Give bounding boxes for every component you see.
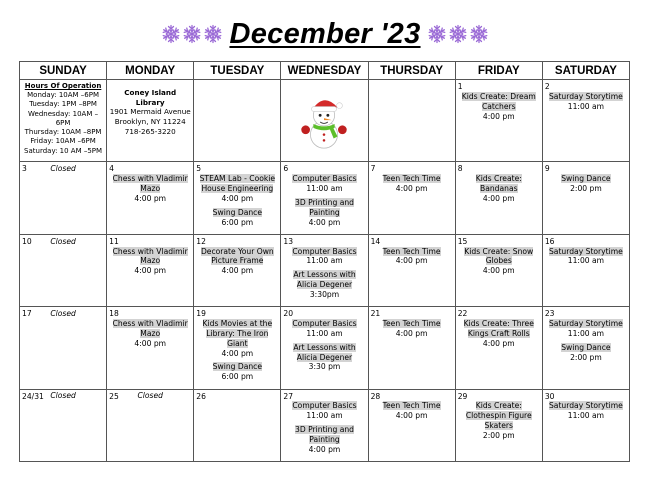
week-row (20, 80, 630, 162)
calendar-header (0, 10, 650, 58)
event-time: 2:00 pm (482, 430, 515, 440)
calendar-grid (19, 61, 630, 462)
day-cell (542, 234, 629, 306)
event-time: 11:00 am (306, 328, 343, 338)
event-name: STEAM Lab - Cookie House Engineering (199, 174, 276, 194)
event (196, 362, 278, 382)
day-cell (20, 162, 107, 234)
day-number: 7 (370, 164, 376, 174)
day-cell (455, 80, 542, 162)
day-cell (194, 234, 281, 306)
week-row (20, 307, 630, 389)
library-line: 1901 Mermaid Avenue (109, 107, 191, 117)
hours-line: Tuesday: 1PM –8PM (29, 100, 97, 109)
day-number: 19 (196, 309, 206, 319)
library-line: 718-265-3220 (124, 126, 176, 136)
event-time: 6:00 pm (221, 217, 254, 227)
day-cell (455, 389, 542, 461)
event (196, 174, 278, 204)
event (109, 174, 191, 204)
day-number: 25 (109, 391, 119, 401)
day-number: 24/31 (22, 391, 44, 401)
day-number: 20 (283, 309, 294, 319)
library-line: Brooklyn, NY 11224 (114, 117, 186, 127)
day-cell (20, 307, 107, 389)
day-cell (368, 162, 455, 234)
empty-cell (194, 80, 281, 162)
event (371, 247, 453, 267)
snowflake-icon (161, 24, 181, 44)
event-name: Teen Tech Time (382, 246, 441, 256)
event-name: Art Lessons with Alicia Degener (293, 342, 356, 362)
event-time: 11:00 am (567, 411, 605, 421)
event-name: Computer Basics (292, 319, 357, 329)
day-cell (194, 162, 281, 234)
event (196, 319, 278, 358)
event (109, 247, 191, 277)
snowman-cell (281, 80, 368, 162)
day-number: 13 (283, 236, 294, 246)
day-number: 23 (544, 309, 555, 319)
library-block (109, 82, 191, 137)
empty-cell (368, 80, 455, 162)
event-time: 4:00 pm (482, 111, 515, 121)
day-number: 22 (457, 309, 468, 319)
event-name: Swing Dance (212, 362, 263, 372)
weekday-header: SATURDAY (542, 62, 629, 80)
event-time: 4:00 pm (482, 338, 515, 348)
event (458, 92, 540, 122)
event-name: Computer Basics (292, 401, 357, 411)
day-cell (455, 307, 542, 389)
day-number: 26 (196, 391, 206, 401)
hours-of-operation-cell (20, 80, 107, 162)
hours-block (22, 82, 104, 156)
day-number: 14 (370, 236, 381, 246)
day-number: 30 (544, 391, 555, 401)
event-time: 4:00 pm (482, 266, 515, 276)
day-cell (542, 389, 629, 461)
event-name: Computer Basics (292, 246, 357, 256)
weekday-header: THURSDAY (368, 62, 455, 80)
event-name: 3D Printing and Painting (294, 197, 354, 217)
day-number: 11 (109, 236, 119, 246)
event-time: 2:00 pm (570, 184, 602, 194)
event-name: Kids Create: Dream Catchers (461, 91, 536, 111)
hours-line: Saturday: 10 AM –5PM (24, 146, 103, 155)
day-cell (281, 162, 368, 234)
event-name: Art Lessons with Alicia Degener (293, 270, 356, 290)
event-name: Teen Tech Time (382, 174, 441, 184)
event-name: Kids Create: Bandanas (475, 174, 522, 194)
snowflake-icon (448, 24, 468, 44)
event-name: Swing Dance (561, 174, 611, 184)
event-time: 11:00 am (567, 101, 605, 111)
event-name: Decorate Your Own Picture Frame (200, 246, 274, 266)
event-time: 4:00 pm (134, 266, 167, 276)
day-number: 18 (109, 309, 119, 319)
event-name: Saturday Storytime (548, 401, 623, 411)
snowflake-icon (182, 24, 202, 44)
day-number: 10 (22, 236, 32, 246)
hours-heading: Hours Of Operation (24, 82, 102, 90)
closed-label: Closed (50, 236, 76, 246)
day-number: 5 (196, 164, 202, 174)
event (196, 208, 278, 228)
snowflake-group-left (161, 24, 223, 44)
day-number: 9 (544, 164, 550, 174)
day-cell (368, 389, 455, 461)
event-name: Kids Create: Snow Globes (464, 246, 534, 266)
event (545, 319, 627, 339)
event-name: Swing Dance (561, 342, 611, 352)
day-cell (455, 234, 542, 306)
day-cell (20, 234, 107, 306)
event (283, 247, 365, 267)
day-cell (194, 307, 281, 389)
closed-label: Closed (50, 164, 76, 174)
day-number: 28 (370, 391, 381, 401)
day-cell (20, 389, 107, 461)
day-cell (194, 389, 281, 461)
library-name: Coney Island Library (124, 88, 177, 107)
event-name: Swing Dance (212, 207, 263, 217)
event (283, 425, 365, 455)
event (545, 247, 627, 267)
day-cell (542, 162, 629, 234)
event-name: Kids Create: Clothespin Figure Skaters (465, 401, 532, 431)
event-time: 4:00 pm (395, 256, 428, 266)
event-name: Saturday Storytime (548, 319, 623, 329)
event-time: 11:00 am (306, 184, 343, 194)
event-time: 4:00 pm (395, 184, 428, 194)
day-number: 16 (544, 236, 555, 246)
weekday-header-row (20, 62, 630, 80)
day-number: 17 (22, 309, 32, 319)
event (371, 401, 453, 421)
day-number: 2 (544, 82, 550, 91)
day-number: 12 (196, 236, 206, 246)
day-number: 21 (370, 309, 381, 319)
event-time: 3:30pm (309, 290, 340, 300)
hours-line: Monday: 10AM –6PM (27, 91, 100, 100)
event (545, 174, 627, 194)
event (458, 247, 540, 277)
day-number: 6 (283, 164, 289, 174)
event-name: Teen Tech Time (382, 401, 441, 411)
day-cell (455, 162, 542, 234)
event (283, 174, 365, 194)
closed-label: Closed (50, 391, 76, 401)
day-cell (107, 389, 194, 461)
event-name: Kids Create: Three Kings Craft Rolls (463, 319, 534, 338)
day-cell (542, 307, 629, 389)
day-cell (107, 162, 194, 234)
event-time: 2:00 pm (570, 352, 602, 362)
day-cell (107, 307, 194, 389)
day-number: 15 (457, 236, 468, 246)
day-cell (107, 234, 194, 306)
event-time: 11:00 am (306, 411, 343, 421)
day-cell (281, 389, 368, 461)
snowflake-group-right (427, 24, 489, 44)
day-number: 27 (283, 391, 294, 401)
event-time: 4:00 pm (482, 193, 515, 203)
weekday-header: SUNDAY (20, 62, 107, 80)
day-number: 3 (22, 164, 27, 174)
event-name: Chess with Vladimir Mazo (112, 246, 188, 266)
event (196, 247, 278, 277)
event-name: Saturday Storytime (548, 246, 623, 256)
event (283, 343, 365, 373)
snowman-icon (295, 94, 353, 152)
event-name: Computer Basics (292, 174, 357, 184)
closed-label: Closed (50, 309, 76, 319)
hours-line: Thursday: 10AM –8PM (24, 128, 102, 137)
library-info-cell (107, 80, 194, 162)
event (283, 319, 365, 339)
event (458, 319, 540, 349)
event-time: 4:00 pm (221, 193, 254, 203)
week-row (20, 234, 630, 306)
weekday-header: TUESDAY (194, 62, 281, 80)
day-cell (281, 234, 368, 306)
weekday-header: FRIDAY (455, 62, 542, 80)
event (283, 198, 365, 228)
snowflake-icon (469, 24, 489, 44)
event-time: 11:00 am (567, 256, 605, 266)
day-cell (281, 307, 368, 389)
weekday-header: WEDNESDAY (281, 62, 368, 80)
day-number: 4 (109, 164, 114, 174)
event (458, 174, 540, 204)
snowflake-icon (427, 24, 447, 44)
closed-label: Closed (137, 391, 163, 401)
day-number: 1 (457, 82, 463, 91)
event-name: Chess with Vladimir Mazo (112, 319, 188, 338)
day-cell (368, 234, 455, 306)
event (371, 174, 453, 194)
event-time: 4:00 pm (221, 348, 254, 358)
event (109, 319, 191, 349)
week-row (20, 389, 630, 461)
event (545, 343, 627, 363)
event-name: 3D Printing and Painting (294, 425, 354, 444)
event-time: 4:00 pm (134, 193, 167, 203)
day-number: 29 (457, 391, 468, 401)
snowflake-icon (203, 24, 223, 44)
event (371, 319, 453, 339)
weekday-header: MONDAY (107, 62, 194, 80)
day-number: 8 (457, 164, 463, 174)
event-time: 11:00 am (567, 328, 605, 338)
hours-line: Wednesday: 10AM –6PM (28, 109, 99, 127)
day-cell (368, 307, 455, 389)
calendar-title: December '23 (229, 17, 421, 50)
event-name: Saturday Storytime (548, 91, 623, 101)
event-time: 11:00 am (306, 256, 343, 266)
event (545, 401, 627, 421)
week-row (20, 162, 630, 234)
hours-line: Friday: 10AM –6PM (30, 137, 96, 146)
event (283, 270, 365, 300)
day-cell (542, 80, 629, 162)
event-name: Chess with Vladimir Mazo (112, 174, 188, 194)
event-name: Kids Movies at the Library: The Iron Giant (202, 319, 273, 348)
event-time: 4:00 pm (221, 266, 254, 276)
event-time: 4:00 pm (395, 411, 428, 421)
event (545, 92, 627, 112)
event-time: 4:00 pm (308, 217, 341, 227)
event-name: Teen Tech Time (382, 319, 441, 329)
event-time: 4:00 pm (134, 338, 167, 348)
event (458, 401, 540, 440)
event-time: 4:00 pm (308, 444, 341, 454)
event-time: 6:00 pm (221, 372, 254, 382)
event-time: 3:30 pm (308, 362, 341, 372)
event (283, 401, 365, 421)
event-time: 4:00 pm (395, 328, 428, 338)
